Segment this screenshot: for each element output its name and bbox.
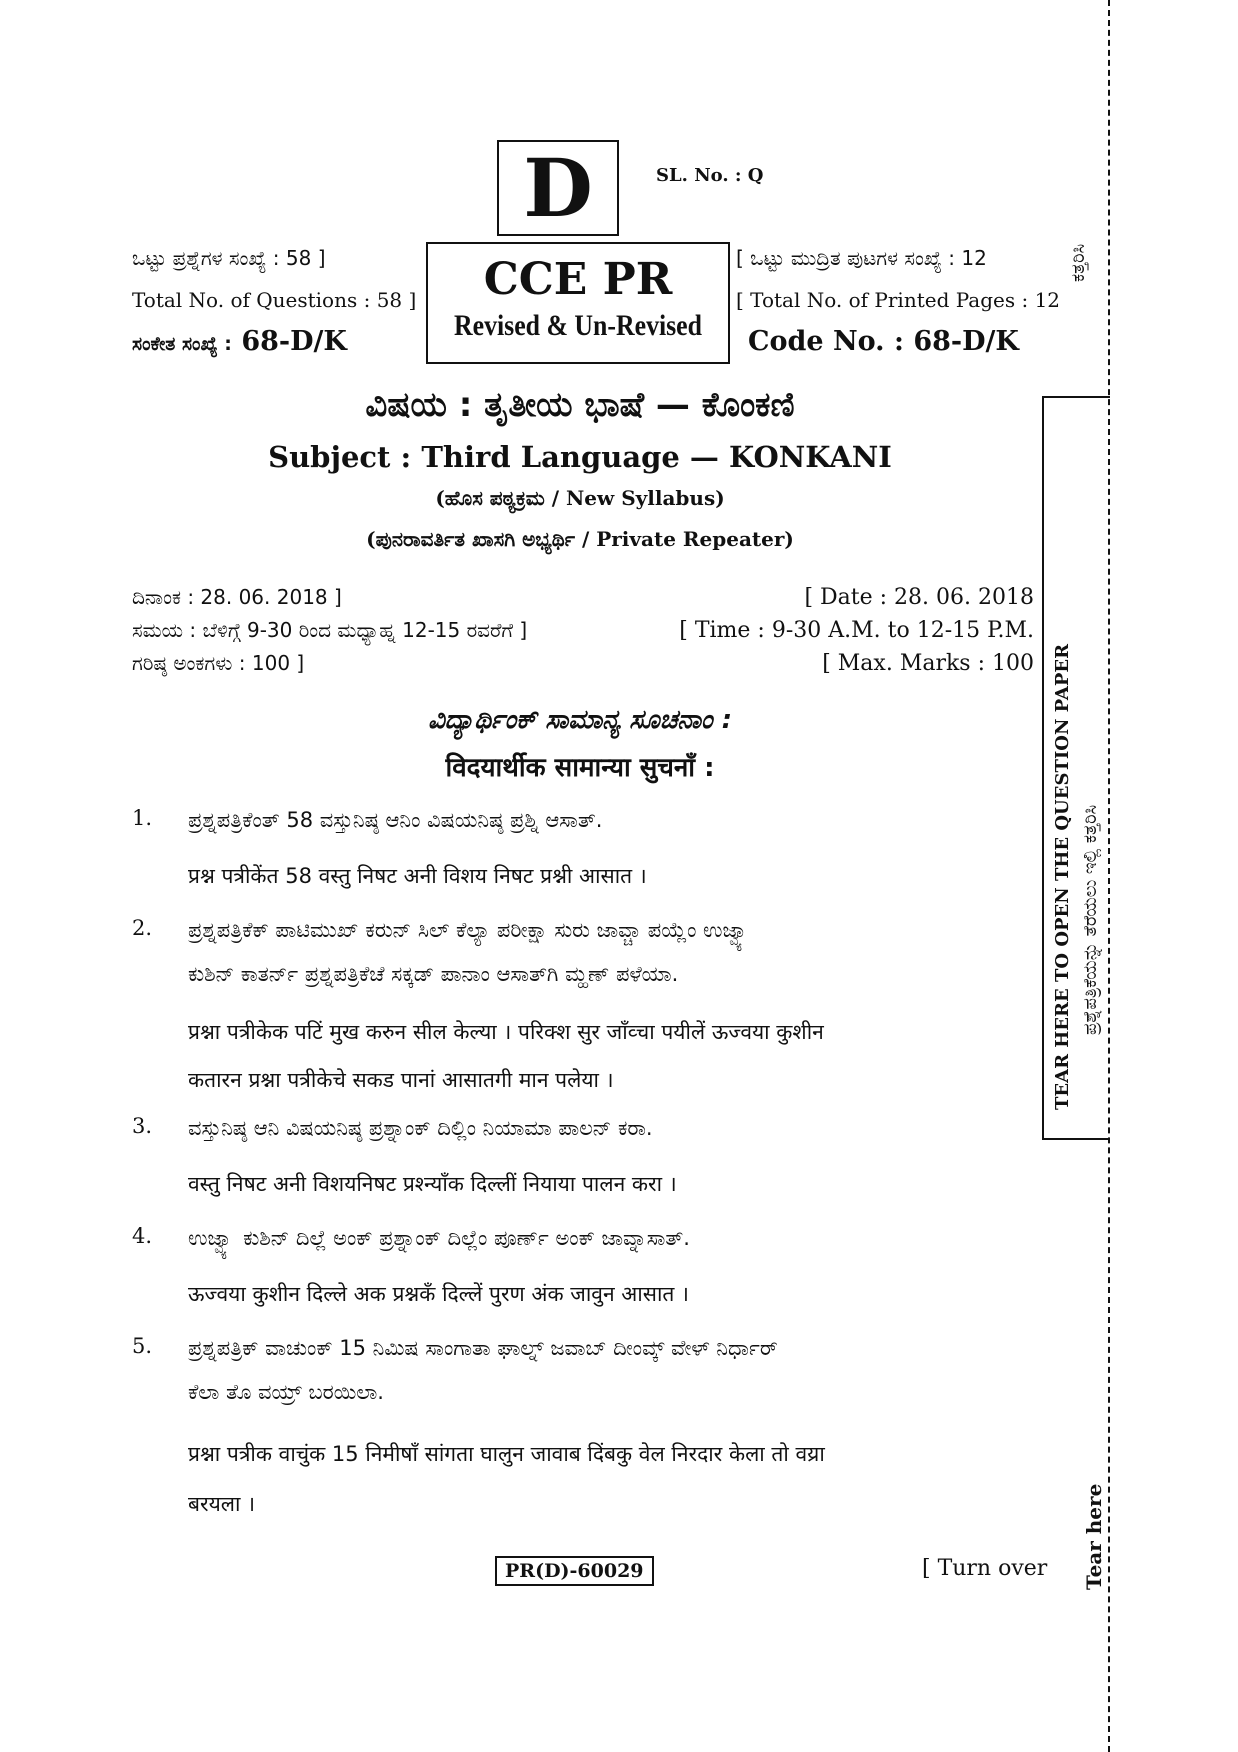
- instruction-devanagari-line: बरयला ।: [188, 1492, 256, 1516]
- top-cut-label-kannada: ಕತ್ತರಿಸಿ: [1068, 243, 1089, 282]
- subject-kannada: ವಿಷಯ : ತೃತೀಯ ಭಾಷೆ — ಕೊಂಕಣಿ: [365, 385, 795, 425]
- kan-code-number: [132, 326, 347, 357]
- kan-max-marks: ಗರಿಷ್ಠ ಅಂಕಗಳು : 100 ]: [132, 651, 305, 675]
- eng-max-marks: [ Max. Marks : 100: [822, 651, 1034, 676]
- kan-date: ದಿನಾಂಕ : 28. 06. 2018 ]: [132, 585, 342, 609]
- instruction-devanagari-line: ऊज्वया कुशीन दिल्ले अक प्रश्नकँ दिल्लें पुरण अंक जावुन आसात ।: [188, 1282, 689, 1306]
- instruction-kannada-line: ಕುಶಿನ್ ಕಾತರ್ನ್ ಪ್ರಶ್ನಪತ್ರಿಕೆಚೆ ಸಕ್ಕಡ್ ಪಾನಾಂ ಆಸಾತ್‌ಗಿ ಮ್ಹಣ್ ಪಳೆಯಾ.: [188, 962, 679, 986]
- repeater-label: (ಪುನರಾವರ್ತಿತ ಖಾಸಗಿ ಅಭ್ಯರ್ಥಿ / Private Repeater): [366, 527, 794, 551]
- revised-label: Revised & Un-Revised: [454, 309, 702, 342]
- kan-printed-pages: [ ಒಟ್ಟು ಮುದ್ರಿತ ಪುಟಗಳ ಸಂಖ್ಯೆ : 12: [736, 246, 987, 270]
- paper-version-letter: D: [523, 141, 593, 235]
- instruction-kannada-line: ವಸ್ತುನಿಷ್ಠ ಆನಿ ವಿಷಯನಿಷ್ಠ ಪ್ರಶ್ನಾಂಕ್ ದಿಲ್ಲಿಂ ನಿಯಾಮಾ ಪಾಲನ್ ಕರಾ.: [188, 1116, 653, 1140]
- instruction-kannada-line: ಪ್ರಶ್ನಪತ್ರಿಕ್ ವಾಚುಂಕ್ 15 ನಿಮಿಷ ಸಾಂಗಾತಾ ಘಾಲ್ನ್ ಜವಾಬ್ ದೀಂವ್ಕ್ ವೇಳ್ ನಿರ್ಧಾರ್: [188, 1336, 778, 1360]
- cce-pr-box: [426, 242, 730, 364]
- paper-version-box: [497, 140, 619, 236]
- instructions-heading-devanagari: विदयार्थीक सामान्या सुचनाँ :: [445, 753, 715, 783]
- instruction-devanagari-line: वस्तु निषट अनी विशयनिषट प्रश्न्याँक दिल्लीं नियाया पालन करा ।: [188, 1172, 677, 1196]
- instruction-devanagari-line: प्रश्न पत्रीकेंत 58 वस्तु निषट अनी विशय निषट प्रश्नी आसात ।: [188, 864, 647, 888]
- instruction-kannada-line: ಉಜ್ವ್ಯಾ ಕುಶಿನ್ ದಿಲ್ಲೆ ಅಂಕ್ ಪ್ರಶ್ನಾಂಕ್ ದಿಲ್ಲೆಂ ಪೂರ್ಣ್ ಅಂಕ್ ಜಾವ್ನಾಸಾತ್.: [188, 1226, 690, 1250]
- instruction-kannada-line: ಪ್ರಶ್ನಪತ್ರಿಕೆಕ್ ಪಾಟಿಮುಖ್ ಕರುನ್ ಸಿಲ್ ಕೆಲ್ಯಾ ಪರೀಕ್ಷಾ ಸುರು ಜಾವ್ಚಾ ಪಯ್ಲೆಂ ಉಜ್ವ್ಯಾ: [188, 918, 752, 942]
- kan-code-label: ಸಂಕೇತ ಸಂಖ್ಯೆ :: [132, 333, 232, 355]
- instruction-number: 3.: [132, 1114, 153, 1138]
- instruction-devanagari-line: प्रश्ना पत्रीकेक पटिं मुख करुन सील केल्या । परिक्श सुर जाँव्चा पयीलें ऊज्वया कुशीन: [188, 1020, 824, 1044]
- subject-english: Subject : Third Language — KONKANI: [268, 440, 892, 474]
- cce-pr-title: CCE PR: [483, 254, 673, 305]
- tear-here-label: Tear here: [1082, 1483, 1106, 1590]
- tear-open-label-kannada: ಪ್ರಶ್ನೆಪತ್ರಿಕೆಯನ್ನು ತೆರೆಯಲು ಇಲ್ಲಿ ಕತ್ತರಿಸಿ: [1080, 804, 1101, 1035]
- turn-over-label: [ Turn over: [922, 1556, 1048, 1581]
- tear-open-label: TEAR HERE TO OPEN THE QUESTION PAPER: [1052, 643, 1073, 1110]
- instruction-devanagari-line: कतारन प्रश्ना पत्रीकेचे सकड पानां आसातगी मान पलेया ।: [188, 1068, 614, 1092]
- serial-number: SL. No. : Q: [656, 165, 764, 186]
- kan-time: ಸಮಯ : ಬೆಳಿಗ್ಗೆ 9-30 ರಿಂದ ಮಧ್ಯಾಹ್ನ 12-15 ರವರೆಗೆ ]: [132, 618, 528, 642]
- instruction-number: 4.: [132, 1224, 153, 1248]
- kan-total-questions: ಒಟ್ಟು ಪ್ರಶ್ನೆಗಳ ಸಂಖ್ಯೆ : 58 ]: [132, 246, 326, 270]
- instruction-kannada-line: ಪ್ರಶ್ನಪತ್ರಿಕೆಂತ್ 58 ವಸ್ತುನಿಷ್ಠ ಆನಿಂ ವಿಷಯನಿಷ್ಠ ಪ್ರಶ್ನಿ ಆಸಾತ್.: [188, 808, 603, 832]
- eng-time: [ Time : 9-30 A.M. to 12-15 P.M.: [679, 618, 1034, 643]
- eng-total-questions: Total No. of Questions : 58 ]: [132, 288, 417, 312]
- eng-date: [ Date : 28. 06. 2018: [804, 585, 1034, 610]
- paper-code-footer: PR(D)-60029: [495, 1556, 654, 1586]
- instruction-devanagari-line: प्रश्ना पत्रीक वाचुंक 15 निमीषाँ सांगता घालुन जावाब दिंबकु वेल निरदार केला तो वय्रा: [188, 1442, 825, 1466]
- eng-printed-pages: [ Total No. of Printed Pages : 12: [736, 288, 1061, 312]
- instruction-number: 1.: [132, 806, 153, 830]
- kan-code-value: 68-D/K: [241, 326, 347, 357]
- instruction-number: 2.: [132, 916, 153, 940]
- instruction-kannada-line: ಕೆಲಾ ತೊ ವಯ್ರ್ ಬರಯಿಲಾ.: [188, 1380, 384, 1404]
- code-number: Code No. : 68-D/K: [748, 326, 1019, 357]
- instructions-heading-kannada: ವಿದ್ಯಾರ್ಥಿಂಕ್ ಸಾಮಾನ್ಯ ಸೂಚನಾಂ :: [427, 705, 733, 735]
- syllabus-label: (ಹೊಸ ಪಠ್ಯಕ್ರಮ / New Syllabus): [435, 486, 725, 510]
- instruction-number: 5.: [132, 1334, 153, 1358]
